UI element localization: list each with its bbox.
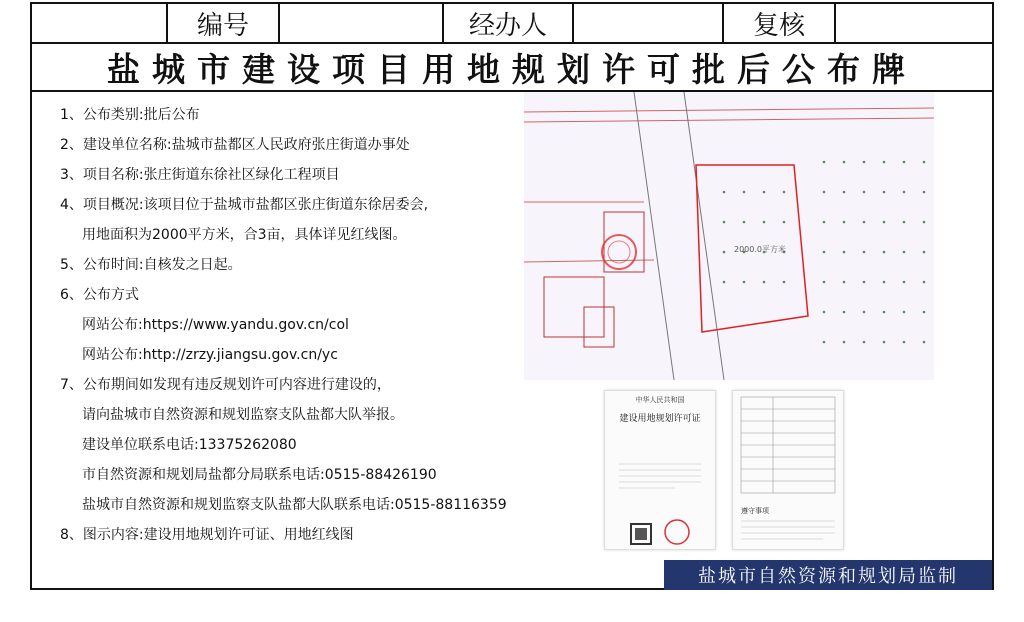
content-line: 7、公布期间如发现有违反规划许可内容进行建设的， — [60, 377, 391, 393]
certificate-title: 建设用地规划许可证 — [619, 414, 701, 424]
content-list — [60, 100, 540, 550]
header-number-label: 编号 — [168, 4, 280, 42]
certificate-country: 中华人民共和国 — [635, 396, 685, 404]
content-line: 建设单位联系电话:13375262080 — [82, 437, 297, 453]
planning-permit-attachment — [732, 390, 844, 550]
content-line: 2、建设单位名称:盐城市盐都区人民政府张庄街道办事处 — [60, 137, 410, 153]
content-line: 3、项目名称:张庄街道东徐社区绿化工程项目 — [60, 167, 340, 183]
header-row — [32, 4, 992, 44]
content-line: 4、项目概况:该项目位于盐城市盐都区张庄街道东徐居委会, — [60, 197, 429, 213]
board-title: 盐城市建设项目用地规划许可批后公布牌 — [32, 44, 992, 92]
red-line-map-drawing — [524, 92, 934, 380]
red-line-map — [524, 92, 934, 380]
header-handler-value — [574, 4, 724, 42]
content-line: 5、公布时间:自核发之日起。 — [60, 257, 242, 273]
header-handler-label: 经办人 — [444, 4, 574, 42]
footer-banner: 盐城市自然资源和规划局监制 — [664, 560, 992, 590]
certificate-body-graphic — [605, 424, 715, 554]
content-line: 盐城市自然资源和规划监察支队盐都大队联系电话:0515-88116359 — [82, 497, 507, 513]
header-blank-1 — [32, 4, 168, 42]
map-area-label: 2000.0平方米 — [734, 245, 786, 254]
content-line: 网站公布:https://www.yandu.gov.cn/col — [82, 317, 349, 333]
attachment-table-graphic — [733, 391, 843, 549]
content-line: 请向盐城市自然资源和规划监察支队盐都大队举报。 — [82, 407, 404, 423]
header-review-label: 复核 — [724, 4, 836, 42]
content-line: 6、公布方式 — [60, 287, 139, 303]
planning-permit-certificate — [604, 390, 716, 550]
content-line: 网站公布:http://zrzy.jiangsu.gov.cn/yc — [82, 347, 338, 363]
content-line: 1、公布类别:批后公布 — [60, 107, 200, 123]
attachment-notes-title: 遵守事项 — [741, 507, 769, 515]
bulletin-board — [30, 2, 994, 590]
content-line: 用地面积为2000平方米，合3亩，具体详见红线图。 — [82, 227, 407, 243]
content-line: 市自然资源和规划局盐都分局联系电话:0515-88426190 — [82, 467, 437, 483]
content-line: 8、图示内容:建设用地规划许可证、用地红线图 — [60, 527, 354, 543]
header-number-value — [280, 4, 444, 42]
header-review-value — [836, 4, 992, 42]
